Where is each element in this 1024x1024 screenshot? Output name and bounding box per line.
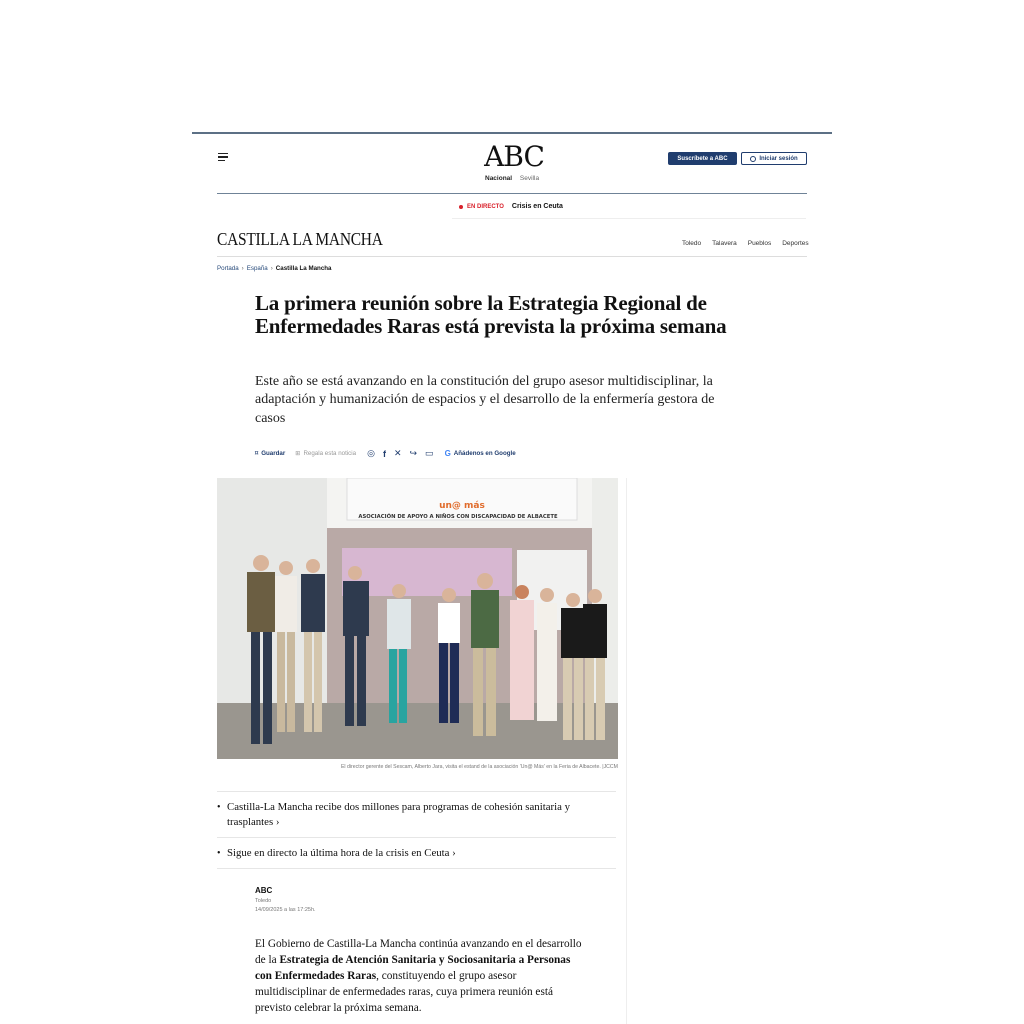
- site-header: [217, 136, 807, 193]
- article-body: [255, 936, 585, 1016]
- body-text-bold: Estrategia de Atención Sanitaria y Sociosanitaria a Personas con Enfermedades Raras: [255, 954, 571, 982]
- photo-caption: El director gerente del Sescam, Alberto Jara, visita el estand de la asociación 'Un@ Más' en la Feria de Albacete. |JCCM: [340, 764, 618, 770]
- bookmark-icon: ⌑: [255, 450, 259, 457]
- live-divider: [452, 218, 806, 219]
- abc-logo[interactable]: ABC: [484, 140, 544, 173]
- breadcrumb-separator: ›: [241, 265, 244, 272]
- related-link[interactable]: • Sigue en directo la última hora de la crisis en Ceuta ›: [217, 837, 616, 869]
- live-bar: [459, 203, 563, 210]
- share-icon[interactable]: ↪: [409, 448, 418, 458]
- breadcrumb-separator: ›: [270, 265, 273, 272]
- gift-label: Regala esta noticia: [303, 450, 357, 457]
- photo-illustration: [217, 478, 618, 759]
- subnav-deportes[interactable]: Deportes: [782, 240, 809, 247]
- article-photo[interactable]: [217, 478, 618, 759]
- breadcrumb: [217, 265, 332, 272]
- live-tag: EN DIRECTO: [467, 203, 504, 210]
- column-divider: [626, 478, 627, 1024]
- share-bar: [255, 448, 516, 459]
- publish-date: 14/09/2025 a las 17:25h.: [255, 907, 316, 913]
- breadcrumb-espana[interactable]: España: [246, 265, 268, 272]
- x-twitter-icon[interactable]: ✕: [393, 448, 402, 458]
- live-topic-link[interactable]: Crisis en Ceuta: [511, 203, 563, 210]
- breadcrumb-current[interactable]: Castilla La Mancha: [275, 265, 332, 272]
- body-text-plain: El Gobierno de Castilla-La Mancha continúa avanzando en el desarrollo de la: [255, 938, 582, 966]
- save-button[interactable]: [255, 450, 285, 457]
- dateline-place: Toledo: [255, 898, 272, 904]
- comments-icon[interactable]: ▭: [425, 448, 434, 458]
- login-label: Iniciar sesión: [759, 155, 798, 162]
- byline: [255, 886, 316, 913]
- subscribe-button[interactable]: Suscríbete a ABC: [668, 152, 737, 165]
- user-icon: [750, 156, 756, 162]
- edition-switcher: [485, 175, 539, 182]
- facebook-icon[interactable]: f: [382, 448, 386, 459]
- body-text-plain: , constituyendo el grupo asesor multidisciplinar de enfermedades raras, cuya primera reunión está previsto celebrar la próxima semana.: [255, 970, 553, 1014]
- breadcrumb-portada[interactable]: Portada: [217, 265, 239, 272]
- header-divider: [217, 193, 807, 194]
- subnav-toledo[interactable]: Toledo: [682, 240, 702, 247]
- section-title[interactable]: CASTILLA LA MANCHA: [217, 229, 383, 249]
- subnav-pueblos[interactable]: Pueblos: [747, 240, 772, 247]
- whatsapp-icon[interactable]: ◎: [367, 448, 375, 458]
- top-border: [192, 132, 832, 134]
- menu-icon[interactable]: [218, 153, 228, 163]
- edition-nacional[interactable]: Nacional: [485, 175, 513, 182]
- article-subtitle: Este año se está avanzando en la constitución del grupo asesor multidisciplinar, la adaptación y humanización de espacios y el desarrollo de la enfermería gestora de casos: [255, 374, 715, 426]
- gift-article-button[interactable]: [295, 450, 356, 457]
- author-name[interactable]: ABC: [255, 886, 273, 895]
- section-divider: [217, 256, 807, 257]
- live-dot-icon: [459, 205, 463, 209]
- edition-sevilla[interactable]: Sevilla: [519, 175, 540, 182]
- login-button[interactable]: [741, 152, 807, 165]
- related-link[interactable]: • Castilla-La Mancha recibe dos millones para programas de cohesión sanitaria y trasplantes ›: [217, 791, 616, 837]
- google-icon: G: [444, 449, 451, 458]
- article-headline: La primera reunión sobre la Estrategia Regional de Enfermedades Raras está prevista la próxima semana: [255, 291, 727, 338]
- gift-icon: ⊞: [295, 450, 301, 457]
- add-google-button[interactable]: [445, 449, 516, 458]
- subnav-talavera[interactable]: Talavera: [712, 240, 737, 247]
- save-label: Guardar: [261, 450, 286, 457]
- google-label: Añádenos en Google: [453, 450, 516, 457]
- photo-banner-brand: un@ más: [439, 501, 485, 511]
- related-links: [217, 791, 616, 869]
- section-subnav: [682, 240, 809, 247]
- photo-banner-text: ASOCIACIÓN DE APOYO A NIÑOS CON DISCAPACIDAD DE ALBACETE: [358, 514, 558, 520]
